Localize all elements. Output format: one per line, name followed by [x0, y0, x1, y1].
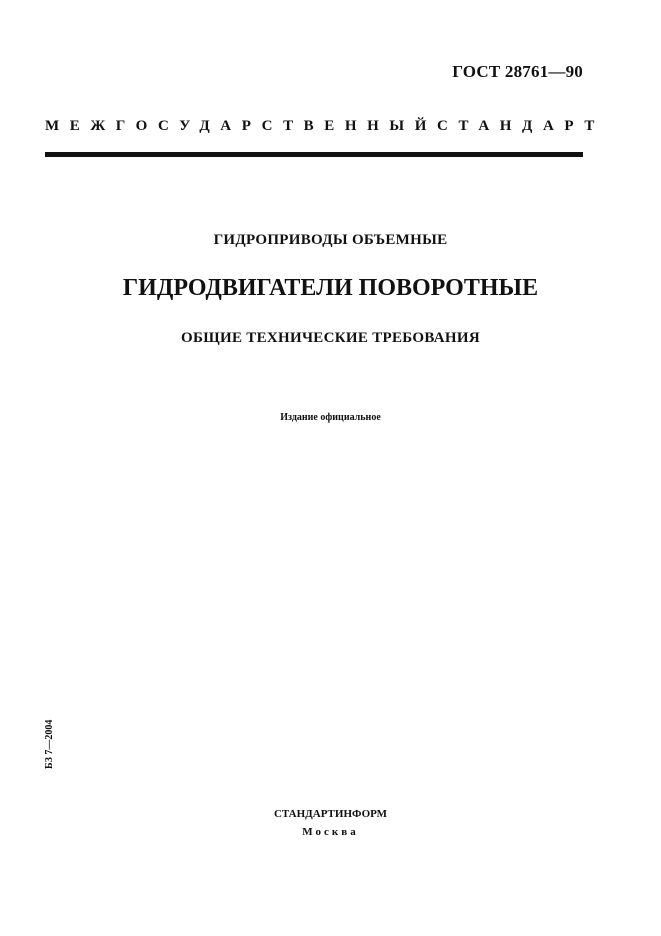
gost-code: ГОСТ 28761—90: [452, 62, 583, 81]
header-rule: [45, 152, 583, 157]
interstate-standard-heading: [45, 118, 605, 135]
publisher-name: СТАНДАРТИНФОРМ: [273, 808, 388, 820]
standard-word: СТАНДАРТ: [437, 118, 605, 134]
title-category: ГИДРОПРИВОДЫ ОБЪЕМНЫЕ: [213, 232, 448, 248]
interstate-word: МЕЖГОСУДАРСТВЕННЫЙ: [45, 118, 438, 134]
edition-note: Издание официальное: [280, 412, 381, 423]
publisher-city: Москва: [302, 826, 359, 838]
title-subtitle: ОБЩИЕ ТЕХНИЧЕСКИЕ ТРЕБОВАНИЯ: [181, 330, 480, 346]
side-code: БЗ 7—2004: [44, 719, 55, 769]
title-main: ГИДРОДВИГАТЕЛИ ПОВОРОТНЫЕ: [122, 275, 539, 301]
